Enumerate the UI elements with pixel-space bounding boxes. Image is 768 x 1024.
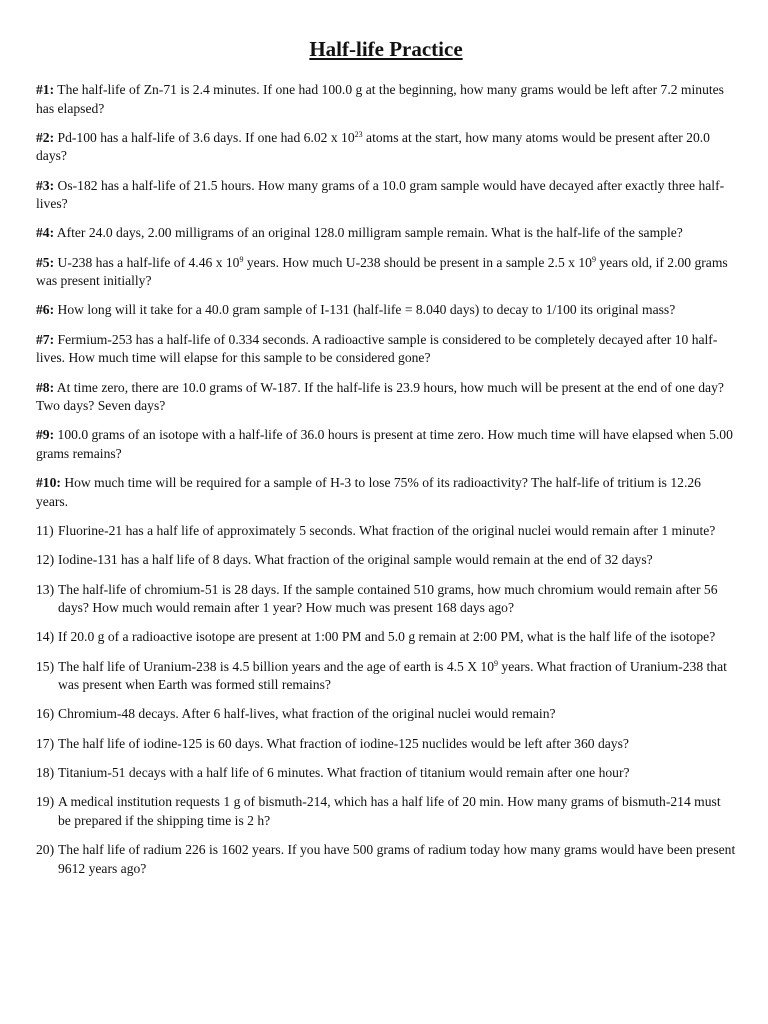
problem-text: Pd-100 has a half-life of 3.6 days. If one had 6.02 x 10 [54,129,355,145]
problem-2 [36,129,736,166]
problem-10 [36,474,736,511]
problem-number: #6: [36,302,55,318]
problem-number: #1: [36,82,55,97]
exponent: 9 [239,254,244,264]
problem-text: At time zero, there are 10.0 grams of W-187. If the half-life is 23.9 hours, how much will be present at the end of one day? Two days? Seven days? [36,379,724,414]
problem-number: 13) [36,581,55,597]
problem-4 [36,224,736,243]
problem-text: Os-182 has a half-life of 21.5 hours. How many grams of a 10.0 gram sample would have decayed after exactly three half-lives? [36,177,725,212]
problem-3 [36,177,736,214]
problem-text: The half life of iodine-125 is 60 days. What fraction of iodine-125 nuclides would be left after 360 days? [58,735,629,751]
page-title: Half-life Practice [309,37,463,61]
problem-text: The half life of radium 226 is 1602 years. If you have 500 grams of radium today how many grams would have been present 9612 years ago? [58,842,736,876]
problem-number: 11) [36,522,54,538]
problem-number: 12) [36,552,55,568]
problem-19 [36,793,736,830]
problem-number: #4: [36,225,55,241]
problem-5 [36,254,736,291]
problem-number: 19) [36,794,55,810]
problem-11 [36,522,736,541]
problem-12 [36,551,736,570]
problem-8 [36,379,736,416]
problem-text: If 20.0 g of a radioactive isotope are present at 1:00 PM and 5.0 g remain at 2:00 PM, what is the half life of the isotope? [58,629,716,645]
problem-text: 100.0 grams of an isotope with a half-life of 36.0 hours is present at time zero. How much time will have elapsed when 5.00 grams remains? [36,427,733,461]
exponent: 23 [354,129,363,139]
problem-number: 18) [36,765,55,781]
problem-17 [36,735,736,754]
problem-7 [36,331,736,368]
problem-text: Fluorine-21 has a half life of approximately 5 seconds. What fraction of the original nuclei would remain after 1 minute? [58,522,716,538]
problem-20 [36,841,736,878]
problem-6 [36,301,736,320]
problem-text: Chromium-48 decays. After 6 half-lives, what fraction of the original nuclei would remain? [58,706,556,722]
problem-number: 16) [36,706,55,722]
problem-text: A medical institution requests 1 g of bismuth-214, which has a half life of 20 min. How many grams of bismuth-214 must be prepared if the shipping time is 2 h? [58,794,721,828]
problem-15 [36,658,736,695]
problem-text: years. What fraction of Uranium-238 that was present when Earth was formed still remains? [58,658,727,693]
problem-text: How long will it take for a 40.0 gram sample of I-131 (half-life = 8.040 days) to decay to 1/100 its original mass? [54,302,676,318]
problem-number: #8: [36,379,55,395]
problem-number: #5: [36,254,55,270]
problem-1 [36,81,736,118]
problem-text: After 24.0 days, 2.00 milligrams of an original 128.0 milligram sample remain. What is the half-life of the sample? [54,225,683,241]
problem-number: 14) [36,629,55,645]
exponent: 9 [494,658,499,668]
exponent: 9 [591,254,596,264]
problem-number: #10: [36,475,61,491]
problem-9 [36,426,736,463]
problem-text: U-238 has a half-life of 4.46 x 10 [54,254,240,270]
problem-number: 17) [36,735,55,751]
problem-13 [36,581,736,618]
problem-number: 15) [36,658,55,674]
problem-text: The half-life of chromium-51 is 28 days. If the sample contained 510 grams, how much chromium would remain after 56 days? How much would remain after 1 year? How much was present 168 days ago? [58,581,718,616]
problem-16 [36,705,736,724]
problem-text: Titanium-51 decays with a half life of 6 minutes. What fraction of titanium would remain after one hour? [58,765,630,781]
problem-text: years old, if 2.00 grams was present initially? [36,254,728,289]
worksheet-page [36,34,736,889]
problem-14 [36,628,736,647]
problem-number: #9: [36,427,55,443]
problem-18 [36,764,736,783]
problem-number: #7: [36,331,55,347]
problem-text: Iodine-131 has a half life of 8 days. What fraction of the original sample would remain at the end of 32 days? [58,552,653,568]
problem-text: atoms at the start, how many atoms would be present after 20.0 days? [36,129,710,164]
problem-number: 20) [36,842,55,858]
problem-text: The half-life of Zn-71 is 2.4 minutes. If one had 100.0 g at the beginning, how many grams would be left after 7.2 minutes has elapsed? [36,82,724,116]
problem-text: Fermium-253 has a half-life of 0.334 seconds. A radioactive sample is considered to be completely decayed after 10 half-lives. How much time will elapse for this sample to be considered gone? [36,331,718,366]
problem-number: #2: [36,129,55,145]
problem-text: The half life of Uranium-238 is 4.5 billion years and the age of earth is 4.5 X 10 [58,658,495,674]
problem-text: years. How much U-238 should be present in a sample 2.5 x 10 [243,254,592,270]
problem-text: How much time will be required for a sample of H-3 to lose 75% of its radioactivity? The half-life of tritium is 12.26 years. [36,475,701,509]
problem-number: #3: [36,177,55,193]
